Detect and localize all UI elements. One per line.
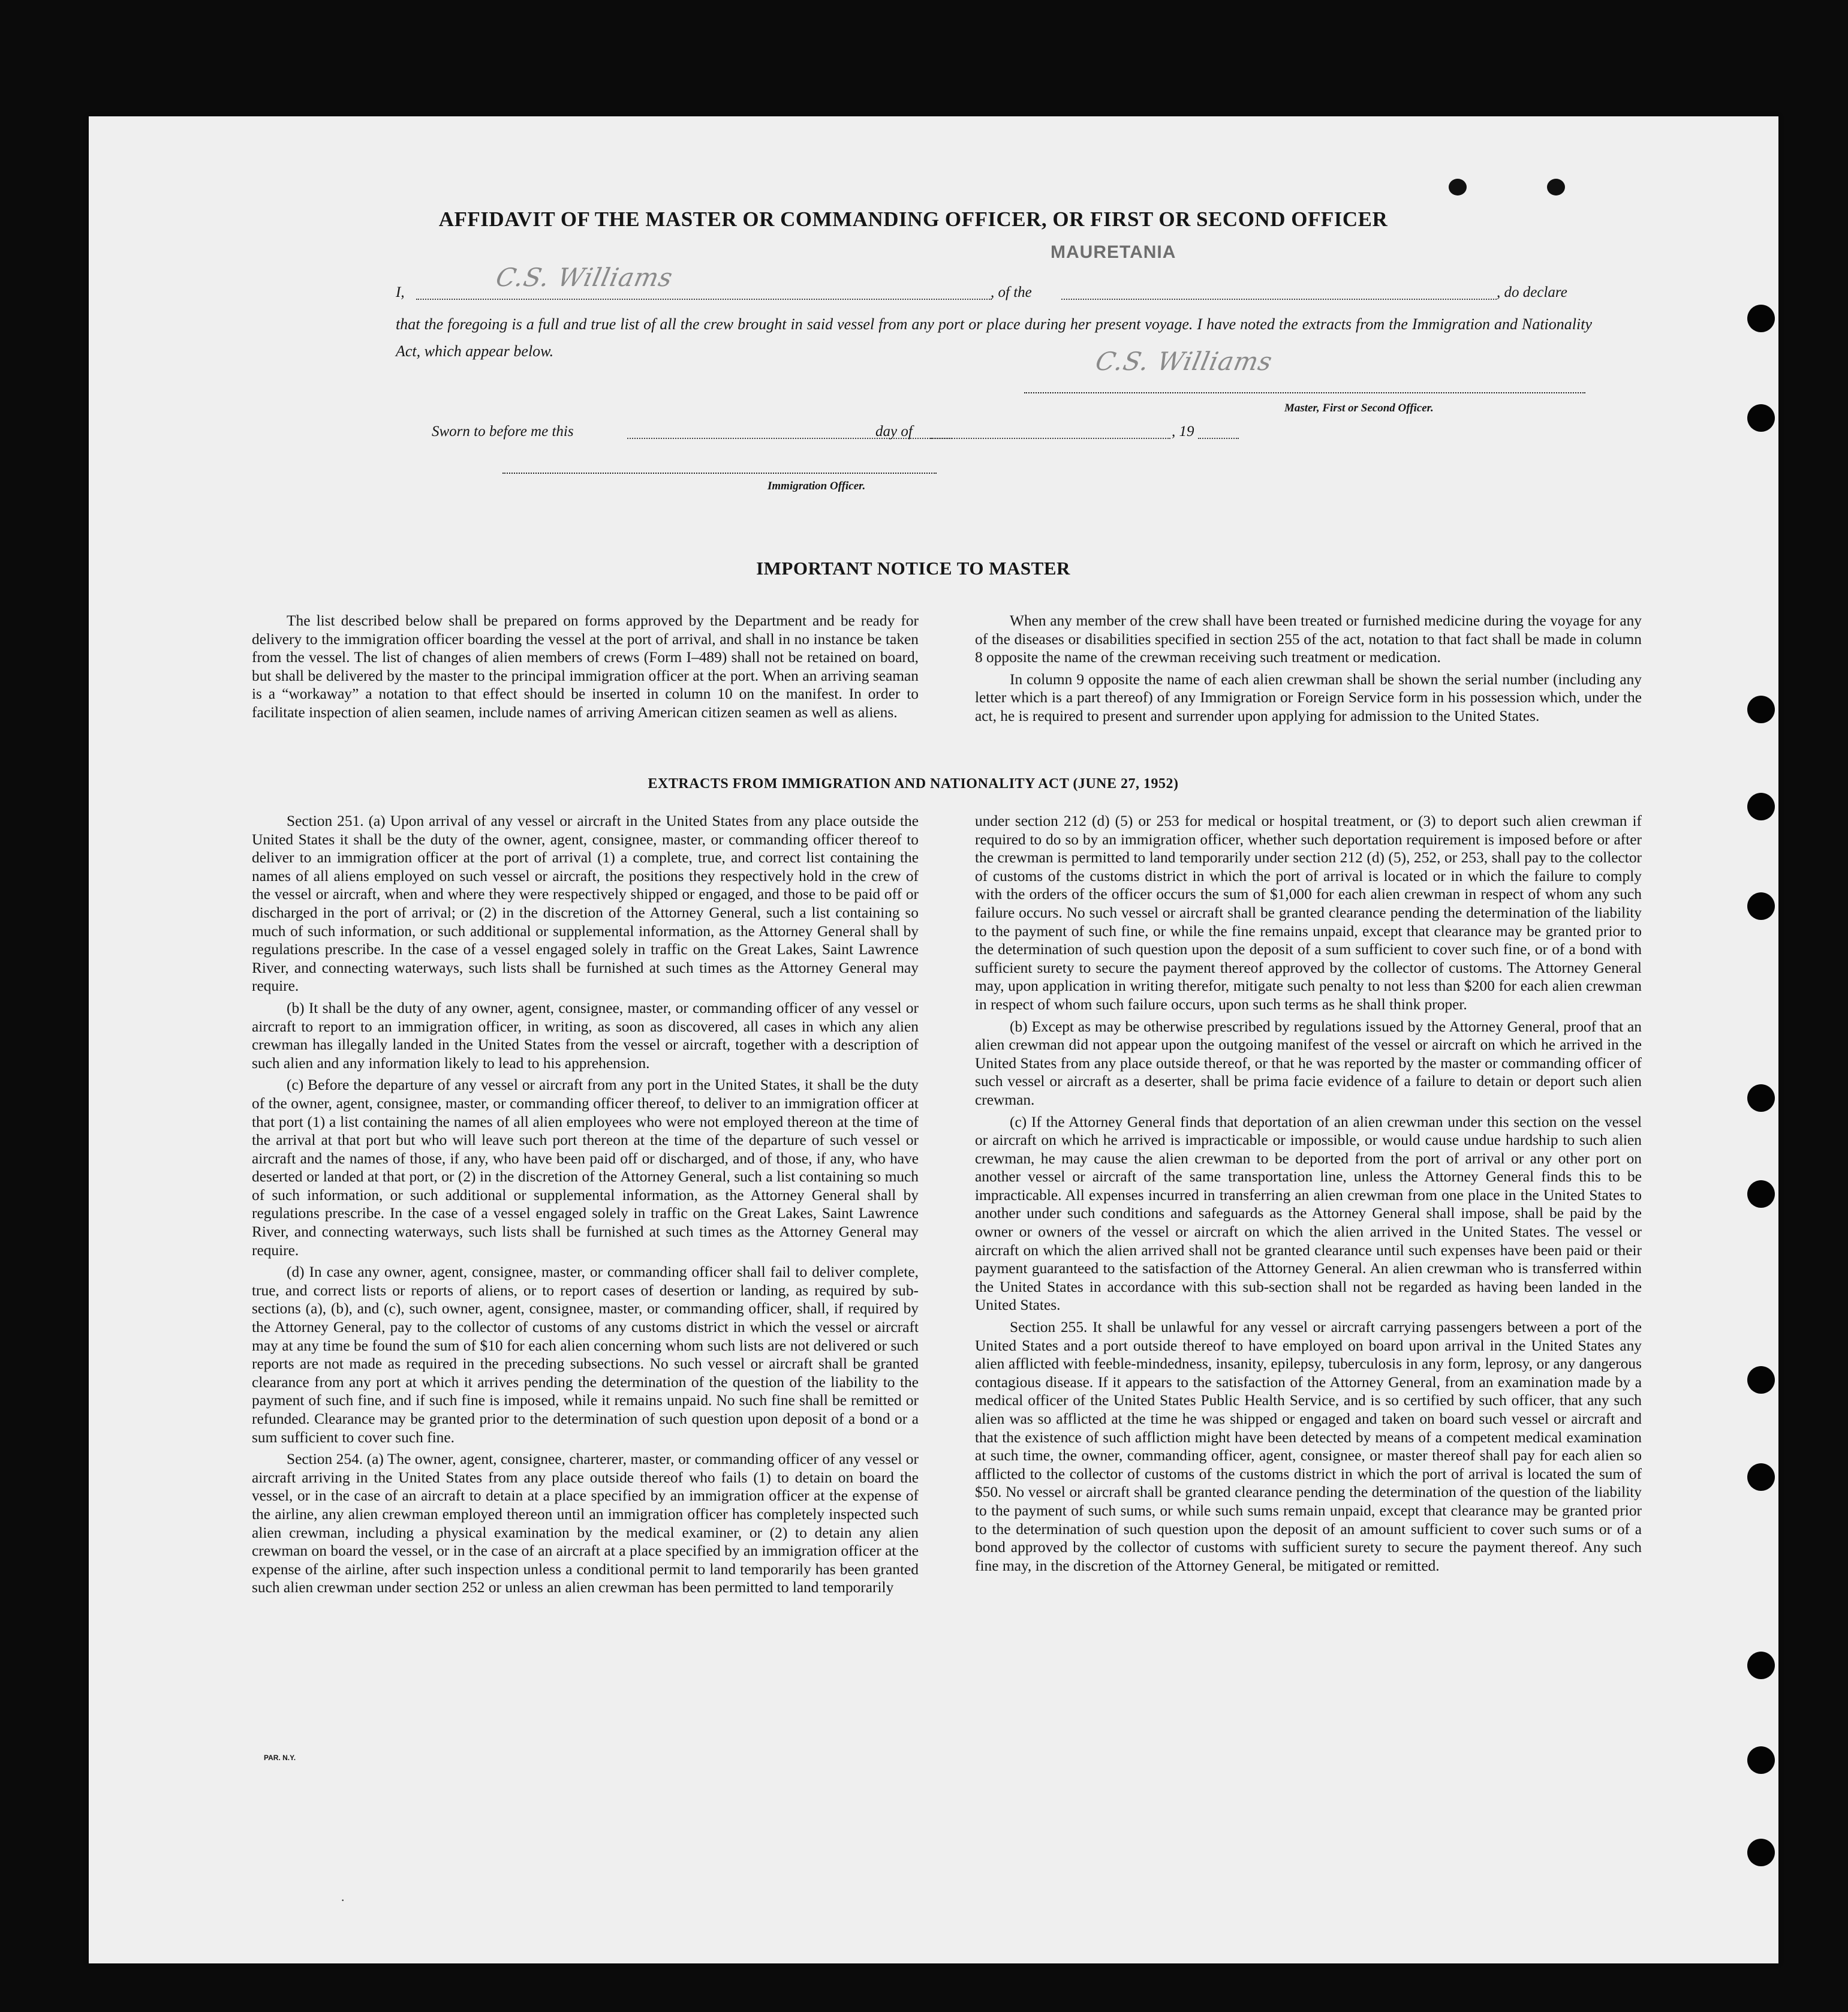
punch-hole xyxy=(1747,1746,1775,1774)
name-fill-line xyxy=(416,299,992,300)
punch-hole xyxy=(1747,1180,1775,1208)
extract-paragraph: Section 254. (a) The owner, agent, consignee, charterer, master, or commanding officer of any vessel or aircraft arriving in the United States from any place outside thereof who fails (1) to detain on board the vessel, or in the case of an aircraft to detain at a place specified by an immigration officer at the expense of the airline, any alien crewman employed thereon until an immigration officer has completely inspected such alien crewman, including a physical examination by the medical examiner, or (2) to detain any alien crewman on board the vessel, or in the case of an aircraft at a place specified by an immigration officer at the expense of the airline, after such inspection unless a conditional permit to land temporarily has been granted such alien crewman under section 252 or unless an alien crewman has been permitted to land temporarily xyxy=(252,1451,919,1596)
declaration-text: that the foregoing is a full and true list of all the crew brought in said vessel from any port or place during her present voyage. I have noted the extracts from the Immigration and Nationality Act, which appear below. xyxy=(396,315,1592,360)
punch-hole xyxy=(1747,305,1775,332)
immigration-officer-caption: Immigration Officer. xyxy=(768,480,866,492)
sworn-month-fill xyxy=(931,438,1170,439)
sworn-label: Sworn to before me this xyxy=(432,423,574,440)
extract-paragraph: (b) It shall be the duty of any owner, agent, consignee, master, or commanding officer of any vessel or aircraft to report to an immigration officer, in writing, as soon as discovered, all cases in which any alien crewman has illegally landed in the United States from the vessel or aircraft, together with a description of such alien and any information likely to lead to his apprehension. xyxy=(252,999,919,1072)
document-sheet xyxy=(89,116,1778,1963)
extract-paragraph: Section 255. It shall be unlawful for any vessel or aircraft carrying passengers between a port of the United States and a port outside thereof to have employed on board upon arrival in the United States any alien afflicted with feeble-mindedness, insanity, epilepsy, tuberculosis in any form, leprosy, or any dangerous contagious disease. If it appears to the satisfaction of the Attorney General, from an examination made by a medical officer of the United States Public Health Service, and is so certified by such officer, that any such alien was so afflicted at the time he was shipped or engaged and taken on board such vessel or aircraft and that the existence of such affliction might have been detected by means of a competent medical examination at such time, the owner, commanding officer, agent, consignee, or master thereof shall pay for each alien so afflicted to the collector of customs of the customs district in which the port of arrival is located the sum of $50. No vessel or aircraft shall be granted clearance pending the determination of the question of the liability to the payment of such sums, or while such sums remain unpaid, except that clearance may be granted prior to the determination of such question upon the deposit of an amount sufficient to cover such sums or of a bond approved by the collector of customs with sufficient surety to secure the payment thereof. Any such fine may, in the discretion of the Attorney General, be mitigated or remitted. xyxy=(975,1319,1642,1574)
extract-paragraph: (d) In case any owner, agent, consignee, master, or commanding officer shall fail to deliver complete, true, and correct lists or reports of aliens, or to report cases of desertion or landing, as required by sub-sections (a), (b), and (c), such owner, agent, consignee, master, or commanding officer, shall, if required by the Attorney General, pay to the collector of customs of any customs district in which the vessel or aircraft may at any time be found the sum of $10 for each alien concerning whom such lists are not delivered or such reports are not made as required in the preceding subsections. No such vessel or aircraft shall be granted clearance from any port at which it arrives pending the determination of the question of the liability to the payment of such fine, and if such fine is imposed, while it remains unpaid. No such fine shall be remitted or refunded. Clearance may be granted prior to the determination of such question upon deposit of a bond or a sum sufficient to cover such fine. xyxy=(252,1264,919,1446)
master-caption: Master, First or Second Officer. xyxy=(1284,402,1434,414)
ink-blot xyxy=(1449,179,1467,196)
signature-line xyxy=(1024,392,1585,393)
printer-imprint: PAR. N.Y. xyxy=(264,1754,296,1762)
punch-hole xyxy=(1747,793,1775,820)
vessel-name-stamp: MAURETANIA xyxy=(1051,242,1176,262)
name-signature: C.S. Williams xyxy=(493,263,676,292)
punch-hole xyxy=(1747,1366,1775,1394)
punch-hole xyxy=(1747,1463,1775,1491)
day-of-label: day of xyxy=(875,423,913,440)
extract-paragraph: under section 212 (d) (5) or 253 for medical or hospital treatment, or (3) to deport such alien crewman if required to do so by an immigration officer, whether such deportation requirement is imposed before or after the crewman is permitted to land temporarily under section 212 (d) (5), 252, or 253, shall pay to the collector of customs of the customs district in which the port of arrival is located or in which the failure to comply with the orders of the officer occurs the sum of $1,000 for each alien crewman in respect of whom any such failure occurs. No such vessel or aircraft shall be granted clearance pending the determination of the liability to the payment of such fine, or while the fine remains unpaid, except that clearance may be granted prior to the determination of such question upon the deposit of a sum sufficient to cover such fine, or of a bond with sufficient surety to secure the payment thereof approved by the collector of customs. The Attorney General may, upon application in writing therefor, mitigate such penalty to not less than $200 for each alien crewman in respect of whom such failure occurs, upon such terms as he shall think proper. xyxy=(975,813,1642,1013)
punch-hole xyxy=(1747,404,1775,432)
master-signature: C.S. Williams xyxy=(1092,347,1275,376)
extract-paragraph: Section 251. (a) Upon arrival of any vessel or aircraft in the United States from any place outside the United States it shall be the duty of the owner, agent, consignee, master, or commanding officer thereof to deliver to an immigration officer at the port of arrival (1) a complete, true, and correct list containing the names of all aliens employed on such vessel or aircraft, the positions they respectively hold in the crew of the vessel or aircraft, when and where they were respectively shipped or engaged, and those to be paid off or discharged in the port of arrival; or (2) in the discretion of the Attorney General, such a list containing so much of such information, or such additional or supplemental information, as the Attorney General shall by regulations prescribe. In the case of a vessel engaged solely in traffic on the Great Lakes, Saint Lawrence River, and connecting waterways, such lists shall be furnished at such times as the Attorney General may require. xyxy=(252,813,919,995)
sworn-year-fill xyxy=(1198,438,1239,439)
extracts-right-column xyxy=(975,812,1642,1578)
extracts-left-column xyxy=(252,812,919,1601)
punch-hole xyxy=(1747,1084,1775,1112)
notice-right-paragraph-2: In column 9 opposite the name of each alien crewman shall be shown the serial number (including any letter which is a part thereof) of any Immigration or Foreign Service form in his possession which, under the act, he is required to present and surrender upon applying for admission to the United States. xyxy=(975,670,1642,724)
ink-smudge: · xyxy=(341,1893,345,1908)
extract-paragraph: (c) Before the departure of any vessel or aircraft from any port in the United States, it shall be the duty of the owner, agent, consignee, master, or commanding officer thereof, to deliver to an immigration officer at that port (1) a list containing the names of all alien employees who were not employed thereon at the time of the arrival at that port but who will leave such port thereon at the time of the departure of such vessel or aircraft and the names of those, if any, who have been paid off or discharged, and of those, if any, who have deserted or landed at that port, or (2) in the discretion of the Attorney General, such a list containing so much of such information, or such additional or supplemental information, as the Attorney General shall by regulations prescribe. In the case of a vessel engaged solely in traffic on the Great Lakes, Saint Lawrence River, and connecting waterways, such lists shall be furnished at such times as the Attorney General may require. xyxy=(252,1076,919,1259)
notice-left-column xyxy=(252,612,919,726)
extracts-heading: EXTRACTS FROM IMMIGRATION AND NATIONALITY ACT (JUNE 27, 1952) xyxy=(648,776,1179,792)
do-declare-label: , do declare xyxy=(1497,284,1567,300)
punch-hole xyxy=(1747,1652,1775,1679)
notice-left-paragraph: The list described below shall be prepared on forms approved by the Department and be ready for delivery to the immigration officer boarding the vessel at the port of arrival, and shall in no instance be taken from the vessel. The list of changes of alien members of crews (Form I–489) shall not be retained on board, but shall be delivered by the master to the principal immigration officer at the port. When an arriving seaman is a “workaway” a notation to that effect should be inserted in column 10 on the manifest. In order to facilitate inspection of alien seamen, include names of arriving American citizen seamen as well as aliens. xyxy=(252,612,919,721)
affidavit-title: AFFIDAVIT OF THE MASTER OR COMMANDING OFFICER, OR FIRST OR SECOND OFFICER xyxy=(438,207,1388,231)
ink-blot xyxy=(1547,179,1565,196)
year-label: , 19 xyxy=(1172,423,1194,440)
notice-heading: IMPORTANT NOTICE TO MASTER xyxy=(756,558,1070,579)
punch-hole xyxy=(1747,1839,1775,1866)
extract-paragraph: (c) If the Attorney General finds that deportation of an alien crewman under this section on the vessel or aircraft on which he arrived is impracticable or impossible, or would cause undue hardship to such alien crewman, he may cause the alien crewman to be deported from the port of arrival or any other port on another vessel or aircraft of the same transportation line, unless the Attorney General finds this to be impracticable. All expenses incurred in transferring an alien crewman from one place in the United States to another under such conditions and safeguards as the Attorney General shall impose, shall be paid by the owner or owners of the vessel or aircraft on which the alien arrived in the United States. The vessel or aircraft on which the alien arrived shall not be granted clearance until such expenses have been paid or their payment guaranteed to the satisfaction of the Attorney General. An alien crewman who is transferred within the United States in accordance with this sub-section shall not be regarded as having been landed in the United States. xyxy=(975,1113,1642,1314)
punch-hole xyxy=(1747,892,1775,920)
notice-right-paragraph-1: When any member of the crew shall have been treated or furnished medicine during the voyage for any of the diseases or disabilities specified in section 255 of the act, notation to that fact shall be made in column 8 opposite the name of the crewman receiving such treatment or medication. xyxy=(975,612,1642,666)
of-the-label: , of the xyxy=(991,284,1032,300)
vessel-fill-line xyxy=(1061,299,1497,300)
extract-paragraph: (b) Except as may be otherwise prescribed by regulations issued by the Attorney General, proof that an alien crewman did not appear upon the outgoing manifest of the vessel or aircraft on which he arrived in the United States from any place outside thereof, or that he was reported by the master or commanding officer of such vessel or aircraft as a deserter, shall be prima facie evidence of a failure to detain or deport such alien crewman. xyxy=(975,1018,1642,1108)
i-label: I, xyxy=(396,284,405,300)
notice-right-column xyxy=(975,612,1642,729)
punch-hole xyxy=(1747,696,1775,723)
officer-line xyxy=(502,473,937,474)
